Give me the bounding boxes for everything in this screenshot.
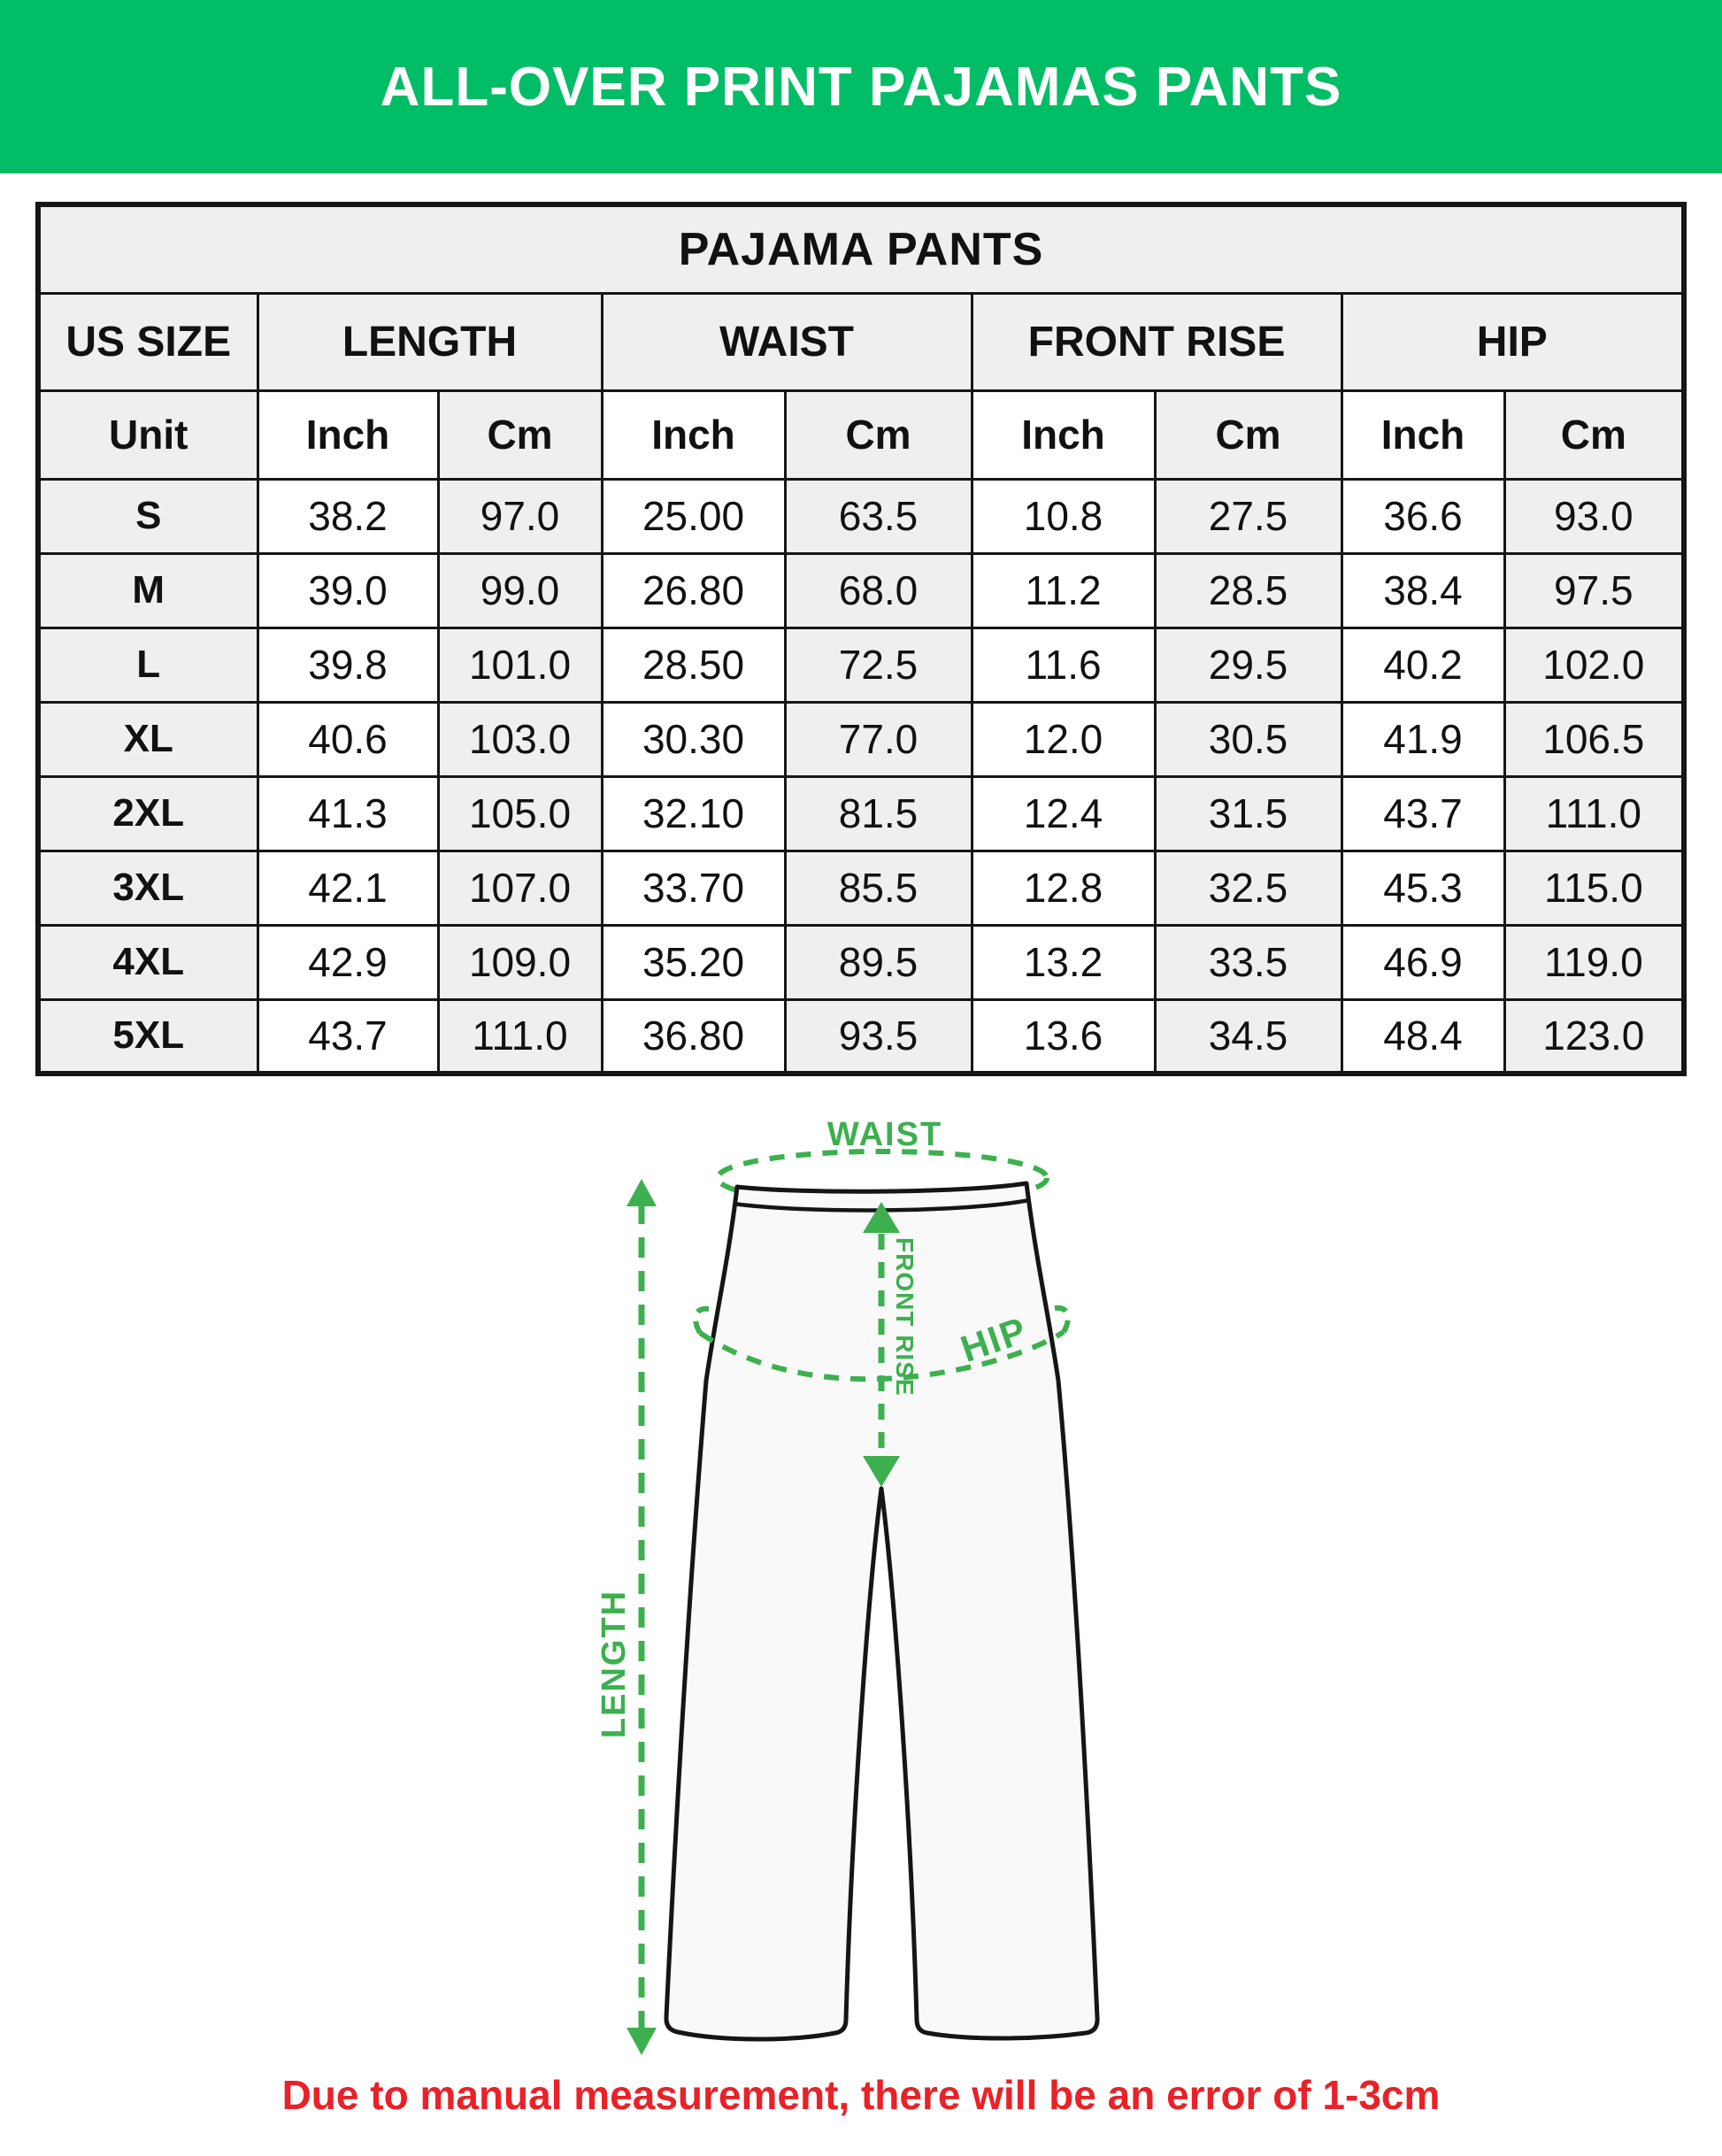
table-row bbox=[38, 479, 1684, 553]
measurement-cell: 28.50 bbox=[602, 628, 785, 702]
length-arrow-up bbox=[627, 1179, 657, 1206]
measurement-cell: 115.0 bbox=[1504, 851, 1684, 925]
front-rise-header: FRONT RISE bbox=[972, 293, 1341, 390]
measurement-cell: 42.9 bbox=[258, 925, 438, 999]
measurement-cell: 42.1 bbox=[258, 851, 438, 925]
hip-label: HIP bbox=[955, 1308, 1033, 1370]
measurement-cell: 81.5 bbox=[785, 776, 972, 851]
table-row bbox=[38, 999, 1684, 1074]
measurement-cell: 11.2 bbox=[972, 553, 1155, 628]
measurement-cell: 34.5 bbox=[1155, 999, 1341, 1074]
measurement-cell: 39.8 bbox=[258, 628, 438, 702]
measurement-cell: 105.0 bbox=[438, 776, 602, 851]
measurement-cell: 41.3 bbox=[258, 776, 438, 851]
measurement-cell: 43.7 bbox=[258, 999, 438, 1074]
measurement-cell: 123.0 bbox=[1504, 999, 1684, 1074]
measurement-cell: 93.0 bbox=[1504, 479, 1684, 553]
length-label: LENGTH bbox=[596, 1589, 633, 1739]
measurement-cell: 36.6 bbox=[1341, 479, 1504, 553]
measurement-cell: 30.5 bbox=[1155, 702, 1341, 776]
unit-cell: Cm bbox=[785, 390, 972, 479]
table-unit-row bbox=[38, 390, 1684, 479]
measurement-cell: 32.5 bbox=[1155, 851, 1341, 925]
table-row bbox=[38, 702, 1684, 776]
size-cell: 3XL bbox=[38, 851, 258, 925]
measurement-cell: 72.5 bbox=[785, 628, 972, 702]
measurement-cell: 68.0 bbox=[785, 553, 972, 628]
measurement-cell: 33.70 bbox=[602, 851, 785, 925]
size-cell: 5XL bbox=[38, 999, 258, 1074]
measurement-cell: 102.0 bbox=[1504, 628, 1684, 702]
size-cell: XL bbox=[38, 702, 258, 776]
measurement-cell: 32.10 bbox=[602, 776, 785, 851]
unit-cell: Cm bbox=[438, 390, 602, 479]
measurement-cell: 107.0 bbox=[438, 851, 602, 925]
table-row bbox=[38, 553, 1684, 628]
unit-cell: Cm bbox=[1155, 390, 1341, 479]
measurement-cell: 30.30 bbox=[602, 702, 785, 776]
measurement-cell: 31.5 bbox=[1155, 776, 1341, 851]
banner bbox=[0, 0, 1722, 173]
measurement-cell: 119.0 bbox=[1504, 925, 1684, 999]
measurement-cell: 36.80 bbox=[602, 999, 785, 1074]
measurement-cell: 89.5 bbox=[785, 925, 972, 999]
table-title: PAJAMA PANTS bbox=[38, 204, 1684, 293]
measurement-disclaimer: Due to manual measurement, there will be an error of 1-3cm bbox=[281, 2072, 1441, 2118]
measurement-cell: 33.5 bbox=[1155, 925, 1341, 999]
measurement-cell: 41.9 bbox=[1341, 702, 1504, 776]
measurement-cell: 109.0 bbox=[438, 925, 602, 999]
size-cell: M bbox=[38, 553, 258, 628]
measurement-cell: 39.0 bbox=[258, 553, 438, 628]
measurement-cell: 106.5 bbox=[1504, 702, 1684, 776]
measurement-cell: 111.0 bbox=[1504, 776, 1684, 851]
unit-cell: Inch bbox=[602, 390, 785, 479]
measurement-cell: 13.6 bbox=[972, 999, 1155, 1074]
size-table bbox=[35, 202, 1687, 1076]
measurement-cell: 40.2 bbox=[1341, 628, 1504, 702]
unit-cell: Inch bbox=[972, 390, 1155, 479]
page-title: ALL-OVER PRINT PAJAMAS PANTS bbox=[380, 56, 1342, 118]
length-arrow-down bbox=[627, 2028, 657, 2055]
measurement-cell: 85.5 bbox=[785, 851, 972, 925]
pants-measurement-diagram bbox=[531, 1097, 1239, 2133]
measurement-cell: 97.0 bbox=[438, 479, 602, 553]
unit-cell: Inch bbox=[258, 390, 438, 479]
measurement-cell: 101.0 bbox=[438, 628, 602, 702]
hip-arc-right-curl bbox=[1055, 1308, 1068, 1332]
measurement-cell: 63.5 bbox=[785, 479, 972, 553]
measurement-cell: 45.3 bbox=[1341, 851, 1504, 925]
measurement-cell: 93.5 bbox=[785, 999, 972, 1074]
measurement-cell: 77.0 bbox=[785, 702, 972, 776]
measurement-cell: 111.0 bbox=[438, 999, 602, 1074]
measurement-cell: 40.6 bbox=[258, 702, 438, 776]
size-cell: 2XL bbox=[38, 776, 258, 851]
waist-header: WAIST bbox=[602, 293, 972, 390]
measurement-cell: 25.00 bbox=[602, 479, 785, 553]
table-row bbox=[38, 776, 1684, 851]
table-row bbox=[38, 851, 1684, 925]
unit-cell: Inch bbox=[1341, 390, 1504, 479]
measurement-cell: 48.4 bbox=[1341, 999, 1504, 1074]
unit-cell: Cm bbox=[1504, 390, 1684, 479]
measurement-cell: 28.5 bbox=[1155, 553, 1341, 628]
measurement-cell: 29.5 bbox=[1155, 628, 1341, 702]
measurement-cell: 46.9 bbox=[1341, 925, 1504, 999]
table-row bbox=[38, 628, 1684, 702]
measurement-cell: 43.7 bbox=[1341, 776, 1504, 851]
unit-label: Unit bbox=[38, 390, 258, 479]
measurement-cell: 38.2 bbox=[258, 479, 438, 553]
length-header: LENGTH bbox=[258, 293, 602, 390]
measurement-cell: 11.6 bbox=[972, 628, 1155, 702]
measurement-cell: 103.0 bbox=[438, 702, 602, 776]
table-title-row bbox=[38, 204, 1684, 293]
measurement-cell: 13.2 bbox=[972, 925, 1155, 999]
measurement-cell: 12.4 bbox=[972, 776, 1155, 851]
us-size-header: US SIZE bbox=[38, 293, 258, 390]
hip-arc-left-curl bbox=[696, 1309, 709, 1333]
measurement-cell: 26.80 bbox=[602, 553, 785, 628]
hip-header: HIP bbox=[1341, 293, 1684, 390]
pants-outline bbox=[666, 1183, 1097, 2039]
measurement-cell: 97.5 bbox=[1504, 553, 1684, 628]
measurement-cell: 10.8 bbox=[972, 479, 1155, 553]
waist-label: WAIST bbox=[826, 1116, 943, 1153]
table-row bbox=[38, 925, 1684, 999]
measurement-cell: 35.20 bbox=[602, 925, 785, 999]
measurement-cell: 99.0 bbox=[438, 553, 602, 628]
measurement-cell: 27.5 bbox=[1155, 479, 1341, 553]
size-cell: S bbox=[38, 479, 258, 553]
table-group-header-row bbox=[38, 293, 1684, 390]
measurement-cell: 12.8 bbox=[972, 851, 1155, 925]
size-cell: L bbox=[38, 628, 258, 702]
measurement-cell: 12.0 bbox=[972, 702, 1155, 776]
front-rise-label: FRONT RISE bbox=[891, 1237, 919, 1397]
measurement-cell: 38.4 bbox=[1341, 553, 1504, 628]
size-cell: 4XL bbox=[38, 925, 258, 999]
